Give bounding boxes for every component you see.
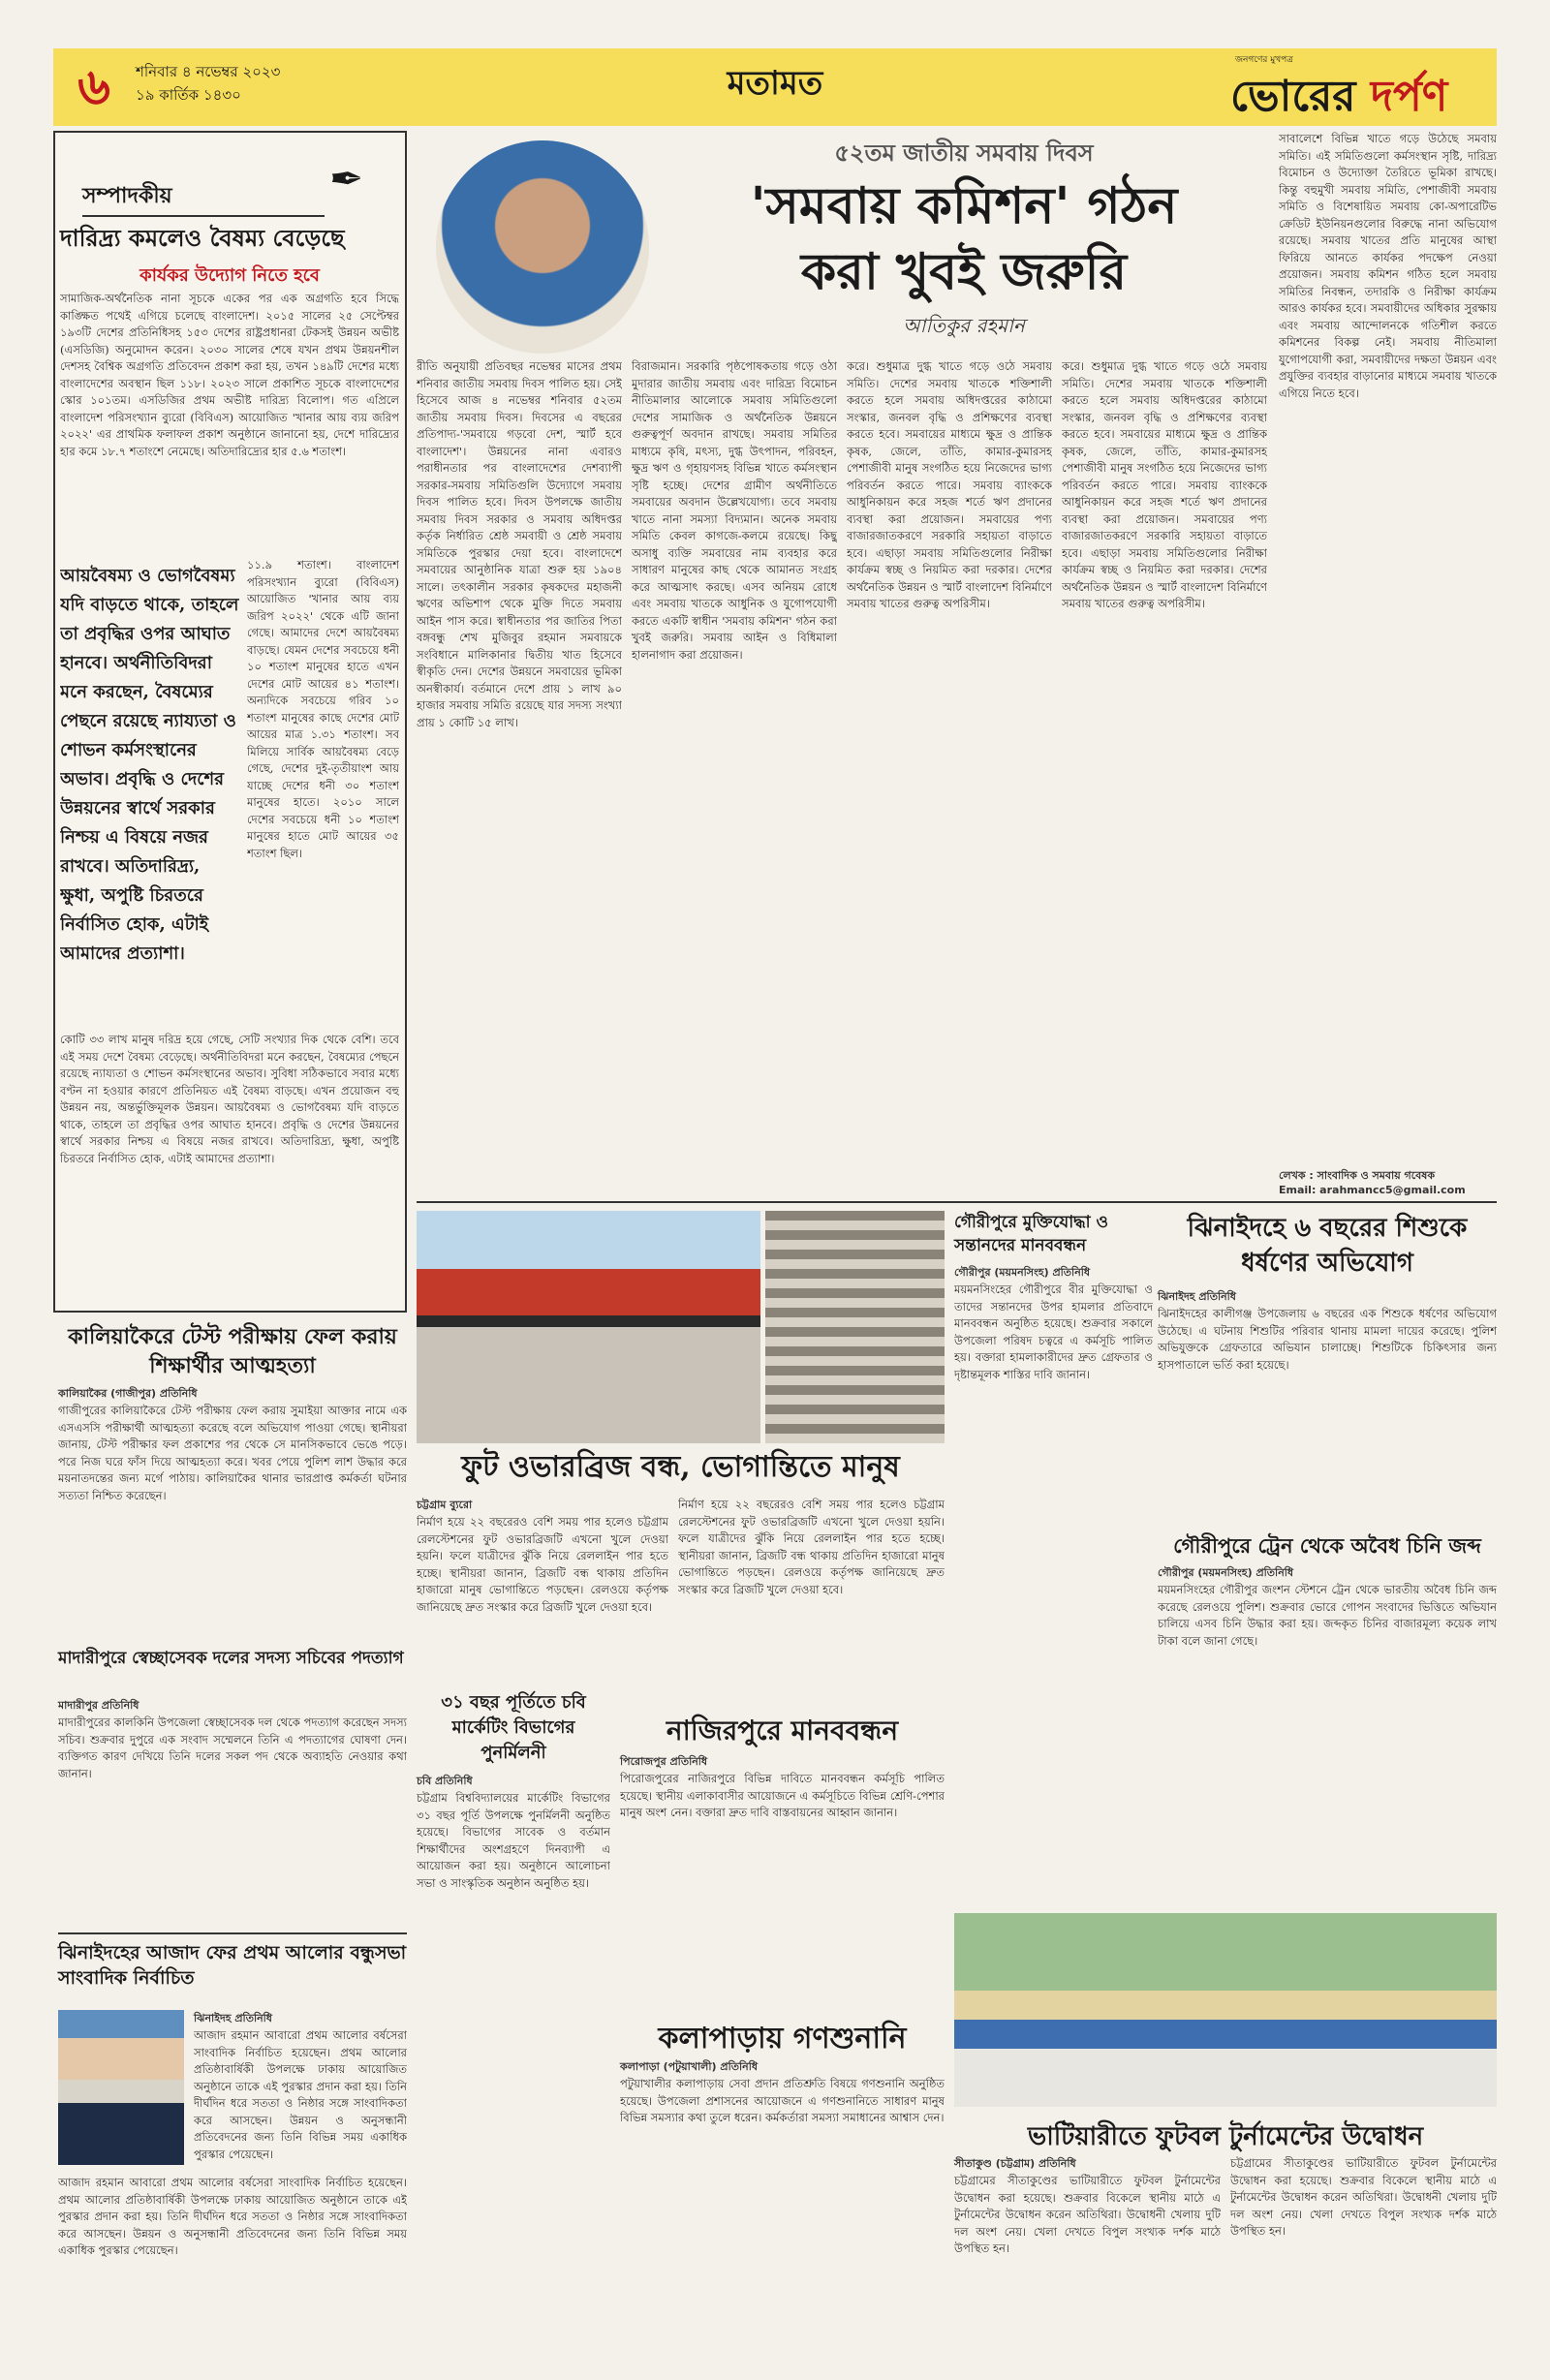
story-3-body-cont: আজাদ রহমান আবারো প্রথম আলোর বর্ষসেরা সাংবাদিক নির্বাচিত হয়েছেন। প্রথম আলোর প্রতিষ্ঠাবার্ষিকী উপলক্ষে ঢাকায় আয়োজিত অনুষ্ঠানে তাকে এই পুরস্কার প্রদান করা হয়। তিনি দীর্ঘদিন ধরে সততা ও নিষ্ঠার সঙ্গে সাংবাদিকতা করে আসছেন। উন্নয়ন ও অনুসন্ধানী প্রতিবেদনের জন্য তিনি বিভিন্ন সময় একাধিক পুরস্কার পেয়েছেন। — [58, 2176, 407, 2257]
story-2-body: মাদারীপুরের কালকিনি উপজেলা স্বেচ্ছাসেবক দল থেকে পদত্যাগ করেছেন সদস্য সচিব। শুক্রবার দুপুরে এক সংবাদ সম্মেলনে তিনি এ পদত্যাগের ঘোষণা দেন। ব্যক্তিগত কারণ দেখিয়ে তিনি দলের সকল পদ থেকে অব্যাহতি নেওয়ার কথা জানান। — [58, 1715, 407, 1780]
story-11-headline: ভাটিয়ারীতে ফুটবল টুর্নামেন্টের উদ্বোধন — [1027, 2122, 1424, 2151]
story-11-body-cont: চট্টগ্রামের সীতাকুণ্ডের ভাটিয়ারীতে ফুটবল টুর্নামেন্টের উদ্বোধন করা হয়েছে। শুক্রবার বিকেলে স্থানীয় মাঠে এ টুর্নামেন্টের উদ্বোধন করেন অতিথিরা। উদ্বোধনী খেলায় দুটি দল অংশ নেয়। খেলা দেখতে বিপুল সংখ্যক দর্শক মাঠে উপস্থিত হন। — [1230, 2156, 1497, 2238]
football-tournament-photo — [954, 1913, 1497, 2107]
story-7-body: ময়মনসিংহের গৌরীপুর জংশন স্টেশনে ট্রেন থেকে ভারতীয় অবৈধ চিনি জব্দ করেছে রেলওয়ে পুলিশ। শুক্রবার ভোরে গোপন সংবাদের ভিত্তিতে অভিযান চালিয়ে এসব চিনি উদ্ধার করা হয়। জব্দকৃত চিনির বাজারমূল্য কয়েক লাখ টাকা বলে জানা গেছে। — [1158, 1583, 1497, 1648]
section-title: মতামত — [727, 64, 823, 103]
feature-headline-1: 'সমবায় কমিশন' গঠন — [750, 176, 1178, 235]
feature-col-4: সাবালেশে বিভিন্ন খাতে গড়ে উঠেছে সমবায় সমিতি। এই সমিতিগুলো কর্মসংস্থান সৃষ্টি, দারিদ্র্য বিমোচন ও উদ্যোক্তা তৈরিতে ভূমিকা রাখছে। কিন্তু বহুমুখী সমবায় সমিতি, পেশাজীবী সমবায় সমিতি ও বিশেষায়িত সমবায় কো-অপারেটিভ ক্রেডিট ইউনিয়নগুলোর বিরুদ্ধে নানা অভিযোগ রয়েছে। সমবায় খাতের প্রতি মানুষের আস্থা ফিরিয়ে আনতে কার্যকর পদক্ষেপ নেওয়া প্রয়োজন। সমবায় কমিশন গঠিত হলে সমবায় সমিতির নিবন্ধন, তদারকি ও নিরীক্ষা কার্যক্রম আরও কার্যকর হবে। সমবায়ীদের অধিকার সুরক্ষায় এবং সমবায় আন্দোলনকে গতিশীল করতে কমিশনের বিকল্প নেই। সমবায় নীতিমালা যুগোপযোগী করা, সমবায়ীদের দক্ষতা উন্নয়ন এবং প্রযুক্তির ব্যবহার বাড়ানোর মাধ্যমে সমবায় খাতকে এগিয়ে নিতে হবে। — [1279, 132, 1497, 400]
pen-icon: ✒ — [329, 155, 364, 202]
story-8-dateline: চবি প্রতিনিধি — [417, 1775, 473, 1787]
author-photo — [436, 140, 649, 354]
feature-author: আতিকুর রহমান — [903, 314, 1025, 337]
feature-col-5: করে। শুধুমাত্র দুগ্ধ খাতে গড়ে ওঠে সমবায় সমিতি। দেশের সমবায় খাতকে শক্তিশালী করতে হলে সমবায় অধিদপ্তরের কাঠামো সংস্কার, জনবল বৃদ্ধি ও প্রশিক্ষণের ব্যবস্থা করতে হবে। সমবায়ের মাধ্যমে ক্ষুদ্র ও প্রান্তিক কৃষক, জেলে, তাঁতি, কামার-কুমারসহ পেশাজীবী মানুষ সংগঠিত হয়ে নিজেদের ভাগ্য পরিবর্তন করতে পারে। সমবায় ব্যাংককে আধুনিকায়ন করে সহজ শর্তে ঋণ প্রদানের ব্যবস্থা করা প্রয়োজন। সমবায়ের পণ্য বাজারজাতকরণে সরকারি সহায়তা বাড়াতে হবে। এছাড়া সমবায় সমিতিগুলোর নিরীক্ষা কার্যক্রম স্বচ্ছ ও নিয়মিত করা দরকার। দেশের অর্থনৈতিক উন্নয়ন ও স্মার্ট বাংলাদেশ বিনির্মাণে সমবায় খাতের গুরুত্ব অপরিসীম। — [1062, 359, 1267, 610]
story-1-dateline: কালিয়াকৈর (গাজীপুর) প্রতিনিধি — [58, 1387, 198, 1400]
feature-kicker: ৫২তম জাতীয় সমবায় দিবস — [834, 139, 1094, 167]
story-8-headline: ৩১ বছর পূর্তিতে চবি মার্কেটিং বিভাগের পুনর্মিলনী — [441, 1692, 586, 1763]
story-11-body: চট্টগ্রামের সীতাকুণ্ডের ভাটিয়ারীতে ফুটবল টুর্নামেন্টের উদ্বোধন করা হয়েছে। শুক্রবার বিকেলে স্থানীয় মাঠে এ টুর্নামেন্টের উদ্বোধন করেন অতিথিরা। উদ্বোধনী খেলায় দুটি দল অংশ নেয়। খেলা দেখতে বিপুল সংখ্যক দর্শক মাঠে উপস্থিত হন। — [954, 2174, 1221, 2255]
editorial-tail: কোটি ৩৩ লাখ মানুষ দরিদ্র হয়ে গেছে, সেটি সংখ্যার দিক থেকে বেশি। তবে এই সময় দেশে বৈষম্য বেড়েছে। অর্থনীতিবিদরা মনে করছেন, বৈষম্যের পেছনে রয়েছে ন্যায্যতা ও শোভন কর্মসংস্থানের অভাব। সুবিধা সঠিকভাবে সবার মধ্যে বণ্টন না হওয়ার কারণে প্রতিনিয়ত এই বৈষম্য বাড়ছে। এখন প্রয়োজন বহু উন্নয়ন নয়, অন্তর্ভুক্তিমূলক উন্নয়ন। আয়বৈষম্য ও ভোগবৈষম্য যদি বাড়তে থাকে, তাহলে তা প্রবৃদ্ধির ওপর আঘাত হানবে। প্রবৃদ্ধি ও দেশের উন্নয়নের স্বার্থে সরকার নিশ্চয় এ বিষয়ে নজর রাখবে। অতিদারিদ্র্য, ক্ষুধা, অপুষ্টি চিরতরে নির্বাসিত হোক, এটাই আমাদের প্রত্যাশা। — [60, 1033, 399, 1165]
story-2-headline: মাদারীপুরে স্বেচ্ছাসেবক দলের সদস্য সচিবের পদত্যাগ — [58, 1649, 404, 1668]
overbridge-photo-left — [417, 1211, 760, 1443]
brand-tagline: জনগণের মুখপত্র — [1235, 55, 1293, 65]
editorial-body: সামাজিক-অর্থনৈতিক নানা সূচকে একের পর এক অগ্রগতি হবে সিদ্ধে কাঙ্ক্ষিত পথেই এগিয়ে চলেছে বাংলাদেশ। ২০১৫ সালের ২৫ সেপ্টেম্বর ১৯৩টি দেশের প্রতিনিধিসহ ১৫৩ দেশের রাষ্ট্রপ্রধানরা টেকসই উন্নয়ন অভীষ্ট (এসডিজি) অনুমোদন করেন। ২০৩০ সালের শেষে যখন প্রথম উন্নয়নশীল দেশসহ বৈশ্বিক অগ্রগতি প্রতিবেদন প্রকাশ করা হয়, তখন ১৪৯টি দেশের মধ্যে বাংলাদেশের অবস্থান ছিল ১১৮। ২০২৩ সালে প্রকাশিত সূচকে বাংলাদেশের স্কোর ১০১তম। এসডিজির প্রথম অভীষ্ট দারিদ্র্য বিলোপ। গত এপ্রিলে বাংলাদেশ পরিসংখ্যান ব্যুরো (বিবিএস) আয়োজিত 'খানার আয় ব্যয় জরিপ ২০২২' এর প্রাথমিক ফলাফল প্রকাশ অনুষ্ঠানে জানানো হয়, দেশে দারিদ্র্যের হার কমে ১৮.৭ শতাংশে নেমেছে। অতিদারিদ্র্যের হার ৫.৬ শতাংশ। — [60, 292, 399, 458]
story-4-dateline: চট্টগ্রাম ব্যুরো — [417, 1499, 473, 1511]
date-gregorian: শনিবার ৪ নভেম্বর ২০২৩ — [136, 63, 281, 80]
newspaper-logo — [1230, 64, 1492, 135]
story-4-body: নির্মাণ হয়ে ২২ বছরেরও বেশি সময় পার হলেও চট্টগ্রাম রেলস্টেশনের ফুট ওভারব্রিজটি এখনো খুলে দেওয়া হয়নি। ফলে যাত্রীদের ঝুঁকি নিয়ে রেললাইন পার হতে হচ্ছে। স্থানীয়রা জানান, ব্রিজটি বন্ধ থাকায় প্রতিদিন হাজারো মানুষ ভোগান্তিতে পড়ছেন। রেলওয়ে কর্তৃপক্ষ জানিয়েছে দ্রুত সংস্কার করে ব্রিজটি খুলে দেওয়া হবে। — [417, 1515, 668, 1614]
logo-word-2: দর্পণ — [1370, 72, 1448, 121]
story-5-body: ময়মনসিংহের গৌরীপুরে বীর মুক্তিযোদ্ধা ও তাদের সন্তানদের উপর হামলার প্রতিবাদে মানববন্ধন অনুষ্ঠিত হয়েছে। শুক্রবার সকালে উপজেলা পরিষদ চত্বরে এ কর্মসূচি পালিত হয়। বক্তারা হামলাকারীদের দ্রুত গ্রেফতার ও দৃষ্টান্তমূলক শাস্তির দাবি জানান। — [954, 1283, 1153, 1381]
feature-col-3: করে। শুধুমাত্র দুগ্ধ খাতে গড়ে ওঠে সমবায় সমিতি। দেশের সমবায় খাতকে শক্তিশালী করতে হলে সমবায় অধিদপ্তরের কাঠামো সংস্কার, জনবল বৃদ্ধি ও প্রশিক্ষণের ব্যবস্থা করতে হবে। সমবায়ের মাধ্যমে ক্ষুদ্র ও প্রান্তিক কৃষক, জেলে, তাঁতি, কামার-কুমারসহ পেশাজীবী মানুষ সংগঠিত হয়ে নিজেদের ভাগ্য পরিবর্তন করতে পারে। সমবায় ব্যাংককে আধুনিকায়ন করে সহজ শর্তে ঋণ প্রদানের ব্যবস্থা করা প্রয়োজন। সমবায়ের পণ্য বাজারজাতকরণে সরকারি সহায়তা বাড়াতে হবে। এছাড়া সমবায় সমিতিগুলোর নিরীক্ষা কার্যক্রম স্বচ্ছ ও নিয়মিত করা দরকার। দেশের অর্থনৈতিক উন্নয়ন ও স্মার্ট বাংলাদেশ বিনির্মাণে সমবায় খাতের গুরুত্ব অপরিসীম। — [847, 359, 1052, 610]
editorial-column-text: ১১.৯ শতাংশ। বাংলাদেশ পরিসংখ্যান ব্যুরো (বিবিএস) আয়োজিত 'খানার আয় ব্যয় জরিপ ২০২২' থেকে এটি জানা গেছে। আমাদের দেশে আয়বৈষম্য বাড়ছে। যেমন দেশের সবচেয়ে ধনী ১০ শতাংশ মানুষের হাতে এখন দেশের মোট আয়ের ৪১ শতাংশ। অন্যদিকে সবচেয়ে গরিব ১০ শতাংশ মানুষের কাছে দেশের মোট আয়ের মাত্র ১.৩১ শতাংশ। সব মিলিয়ে সার্বিক আয়বৈষম্য বেড়ে গেছে, দেশের দুই-তৃতীয়াংশ আয় যাচ্ছে দেশের ধনী ৩০ শতাংশ মানুষের হাতে। ২০১০ সালে দেশের সবচেয়ে ধনী ১০ শতাংশ মানুষের হাতে মোট আয়ের ৩৫ শতাংশ ছিল। — [247, 558, 399, 860]
logo-word-1: ভোরের — [1230, 72, 1371, 121]
story-5-dateline: গৌরীপুর (ময়মনসিংহ) প্রতিনিধি — [954, 1266, 1091, 1279]
story-3-body: আজাদ রহমান আবারো প্রথম আলোর বর্ষসেরা সাংবাদিক নির্বাচিত হয়েছেন। প্রথম আলোর প্রতিষ্ঠাবার্ষিকী উপলক্ষে ঢাকায় আয়োজিত অনুষ্ঠানে তাকে এই পুরস্কার প্রদান করা হয়। তিনি দীর্ঘদিন ধরে সততা ও নিষ্ঠার সঙ্গে সাংবাদিকতা করে আসছেন। উন্নয়ন ও অনুসন্ধানী প্রতিবেদনের জন্য তিনি বিভিন্ন সময় একাধিক পুরস্কার পেয়েছেন। — [194, 2028, 407, 2161]
story-8-body: চট্টগ্রাম বিশ্ববিদ্যালয়ের মার্কেটিং বিভাগের ৩১ বছর পূর্তি উপলক্ষে পুনর্মিলনী অনুষ্ঠিত হয়েছে। বিভাগের সাবেক ও বর্তমান শিক্ষার্থীদের অংশগ্রহণে দিনব্যাপী এ আয়োজন করা হয়। অনুষ্ঠানে আলোচনা সভা ও সাংস্কৃতিক অনুষ্ঠান অনুষ্ঠিত হয়। — [417, 1791, 610, 1890]
story-4-headline: ফুট ওভারব্রিজ বন্ধ, ভোগান্তিতে মানুষ — [461, 1450, 900, 1484]
editorial-headline: দারিদ্র্য কমলেও বৈষম্য বেড়েছে — [60, 224, 345, 252]
story-7-headline: গৌরীপুরে ট্রেন থেকে অবৈধ চিনি জব্দ — [1173, 1533, 1481, 1558]
feature-col-2: বিরাজমান। সরকারি পৃষ্ঠপোষকতায় গড়ে ওঠা মুদারার জাতীয় সমবায় এবং দারিদ্র্য বিমোচন নীতিমালার আলোকে সমবায় সমিতিগুলো দেশের সামাজিক ও অর্থনৈতিক উন্নয়নে গুরুত্বপূর্ণ অবদান রাখছে। সমবায় সমিতির মাধ্যমে কৃষি, মৎস্য, দুগ্ধ উৎপাদন, পরিবহন, ক্ষুদ্র ঋণ ও গৃহায়ণসহ বিভিন্ন খাতে কর্মসংস্থান সৃষ্টি হচ্ছে। দেশের গ্রামীণ অর্থনীতিতে সমবায়ের অবদান উল্লেখযোগ্য। তবে সমবায় খাতে নানা সমস্যা বিদ্যমান। অনেক সমবায় সমিতি কেবল কাগজে-কলমে রয়েছে। কিছু অসাধু ব্যক্তি সমবায়ের নাম ব্যবহার করে সাধারণ মানুষের কাছ থেকে আমানত সংগ্রহ করে আত্মসাৎ করছে। এসব অনিয়ম রোধে এবং সমবায় খাতকে আধুনিক ও যুগোপযোগী করতে একটি স্বাধীন 'সমবায় কমিশন' গঠন করা খুবই জরুরি। সমবায় আইন ও বিধিমালা হালনাগাদ করা প্রয়োজন। — [632, 359, 837, 662]
reporter-photo — [58, 2010, 184, 2165]
editorial-label: সম্পাদকীয় — [82, 179, 325, 217]
story-9-body: পিরোজপুরের নাজিরপুরে বিভিন্ন দাবিতে মানববন্ধন কর্মসূচি পালিত হয়েছে। স্থানীয় এলাকাবাসীর আয়োজনে এ কর্মসূচিতে বিভিন্ন শ্রেণি-পেশার মানুষ অংশ নেন। বক্তারা দ্রুত দাবি বাস্তবায়নের আহ্বান জানান। — [620, 1772, 945, 1819]
story-9-headline: নাজিরপুরে মানববন্ধন — [666, 1715, 899, 1746]
feature-email: Email: arahmancc5@gmail.com — [1279, 1184, 1466, 1196]
story-7-dateline: গৌরীপুর (ময়মনসিংহ) প্রতিনিধি — [1158, 1566, 1294, 1579]
story-10-body: পটুয়াখালীর কলাপাড়ায় সেবা প্রদান প্রতিশ্রুতি বিষয়ে গণশুনানি অনুষ্ঠিত হয়েছে। উপজেলা প্রশাসনের আয়োজনে এ গণশুনানিতে সাধারণ মানুষ বিভিন্ন সমস্যার কথা তুলে ধরেন। কর্মকর্তারা সমস্যা সমাধানের আশ্বাস দেন। — [620, 2077, 945, 2124]
story-2-dateline: মাদারীপুর প্রতিনিধি — [58, 1699, 140, 1712]
story-9-dateline: পিরোজপুর প্রতিনিধি — [620, 1755, 708, 1768]
story-4-body-cont: নির্মাণ হয়ে ২২ বছরেরও বেশি সময় পার হলেও চট্টগ্রাম রেলস্টেশনের ফুট ওভারব্রিজটি এখনো খুলে দেওয়া হয়নি। ফলে যাত্রীদের ঝুঁকি নিয়ে রেললাইন পার হতে হচ্ছে। স্থানীয়রা জানান, ব্রিজটি বন্ধ থাকায় প্রতিদিন হাজারো মানুষ ভোগান্তিতে পড়ছেন। রেলওয়ে কর্তৃপক্ষ জানিয়েছে দ্রুত সংস্কার করে ব্রিজটি খুলে দেওয়া হবে। — [678, 1498, 945, 1596]
story-6-headline: ঝিনাইদহে ৬ বছরের শিশুকে ধর্ষণের অভিযোগ — [1187, 1214, 1468, 1278]
story-1-headline: কালিয়াকৈরে টেস্ট পরীক্ষায় ফেল করায় শিক্ষার্থীর আত্মহত্যা — [68, 1324, 397, 1378]
editorial-subhead: কার্যকর উদ্যোগ নিতে হবে — [140, 265, 320, 286]
feature-bottom-rule — [417, 1201, 1497, 1203]
issue-date — [136, 60, 388, 107]
feature-col-1: রীতি অনুযায়ী প্রতিবছর নভেম্বর মাসের প্রথম শনিবার জাতীয় সমবায় দিবস পালিত হয়। সেই হিসেবে আজ ৪ নভেম্বর শনিবার ৫২তম জাতীয় সমবায় দিবস। দিবসের এ বছরের প্রতিপাদ্য-'সমবায়ে গড়বো দেশ, স্মার্ট হবে বাংলাদেশ'। উন্নয়নের নানা এবারও পরাধীনতার পর বাংলাদেশের দেশব্যাপী সরকার-সমবায় সমিতিগুলি উদ্যোগে সমবায় দিবস পালিত হবে। দিবস উপলক্ষে জাতীয় সমবায় দিবস সরকার ও সমবায় অধিদপ্তর কর্তৃক নির্ধারিত শ্রেষ্ঠ সমবায়ী ও শ্রেষ্ঠ সমবায় সমিতিকে পুরস্কার দেয়া হবে। বাংলাদেশে সমবায়ের আনুষ্ঠানিক যাত্রা শুরু হয় ১৯০৪ সালে। তৎকালীন সরকার কৃষকদের মহাজনী ঋণের অভিশাপ থেকে মুক্তি দিতে সমবায় আইন পাস করে। স্বাধীনতার পর জাতির পিতা বঙ্গবন্ধু শেখ মুজিবুর রহমান সমবায়কে সংবিধানে মালিকানার দ্বিতীয় খাত হিসেবে স্বীকৃতি দেন। দেশের উন্নয়নে সমবায়ের ভূমিকা অনস্বীকার্য। বর্তমানে দেশে প্রায় ১ লাখ ৯০ হাজার সমবায় সমিতি রয়েছে যার সদস্য সংখ্যা প্রায় ১ কোটি ১৫ লাখ। — [417, 359, 622, 729]
story-10-dateline: কলাপাড়া (পটুয়াখালী) প্রতিনিধি — [620, 2060, 759, 2073]
feature-headline-2: করা খুবই জরুরি — [800, 242, 1128, 301]
story-10-headline: কলাপাড়ায় গণশুনানি — [658, 2022, 907, 2055]
date-bengali: ১৯ কার্তিক ১৪৩০ — [136, 86, 241, 104]
editorial-pullquote: আয়বৈষম্য ও ভোগবৈষম্য যদি বাড়তে থাকে, তাহলে তা প্রবৃদ্ধির ওপর আঘাত হানবে। অর্থনীতিবিদরা মনে করছেন, বৈষম্যের পেছনে রয়েছে ন্যায্যতা ও শোভন কর্মসংস্থানের অভাব। প্রবৃদ্ধি ও দেশের উন্নয়নের স্বার্থে সরকার নিশ্চয় এ বিষয়ে নজর রাখবে। অতিদারিদ্র্য, ক্ষুধা, অপুষ্টি চিরতরে নির্বাসিত হোক, এটাই আমাদের প্রত্যাশা। — [60, 566, 239, 964]
story-6-dateline: ঝিনাইদহ প্রতিনিধি — [1158, 1290, 1236, 1303]
overbridge-photo-right — [765, 1211, 945, 1443]
story-11-dateline: সীতাকুণ্ড (চট্টগ্রাম) প্রতিনিধি — [954, 2157, 1076, 2170]
story-1-body: গাজীপুরের কালিয়াকৈরে টেস্ট পরীক্ষায় ফেল করায় সুমাইয়া আক্তার নামে এক এসএসসি পরীক্ষার্থী আত্মহত্যা করেছে বলে অভিযোগ পাওয়া গেছে। স্থানীয়রা জানায়, টেস্ট পরীক্ষার ফল প্রকাশের পর থেকে সে মানসিকভাবে ভেঙে পড়ে। পরে নিজ ঘরে ফাঁস দিয়ে আত্মহত্যা করে। খবর পেয়ে পুলিশ লাশ উদ্ধার করে ময়নাতদন্তের জন্য মর্গে পাঠায়। কালিয়াকৈর থানার ভারপ্রাপ্ত কর্মকর্তা ঘটনার সত্যতা নিশ্চিত করেছেন। — [58, 1404, 407, 1502]
story-3-dateline: ঝিনাইদহ প্রতিনিধি — [194, 2012, 272, 2025]
feature-footer: লেখক : সাংবাদিক ও সমবায় গবেষক — [1279, 1169, 1436, 1182]
story-5-headline: গৌরীপুরে মুক্তিযোদ্ধা ও সন্তানদের মানববন্ধন — [954, 1213, 1108, 1255]
story-6-body: ঝিনাইদহের কালীগঞ্জ উপজেলায় ৬ বছরের এক শিশুকে ধর্ষণের অভিযোগ উঠেছে। এ ঘটনায় শিশুটির পরিবার থানায় মামলা দায়ের করেছে। পুলিশ অভিযুক্তকে গ্রেফতারে অভিযান চালাচ্ছে। শিশুটিকে চিকিৎসার জন্য হাসপাতালে ভর্তি করা হয়েছে। — [1158, 1307, 1497, 1372]
story-3-headline: ঝিনাইদহের আজাদ ফের প্রথম আলোর বন্ধুসভা সাংবাদিক নির্বাচিত — [58, 1932, 407, 1991]
page-number: ৬ — [78, 58, 110, 116]
